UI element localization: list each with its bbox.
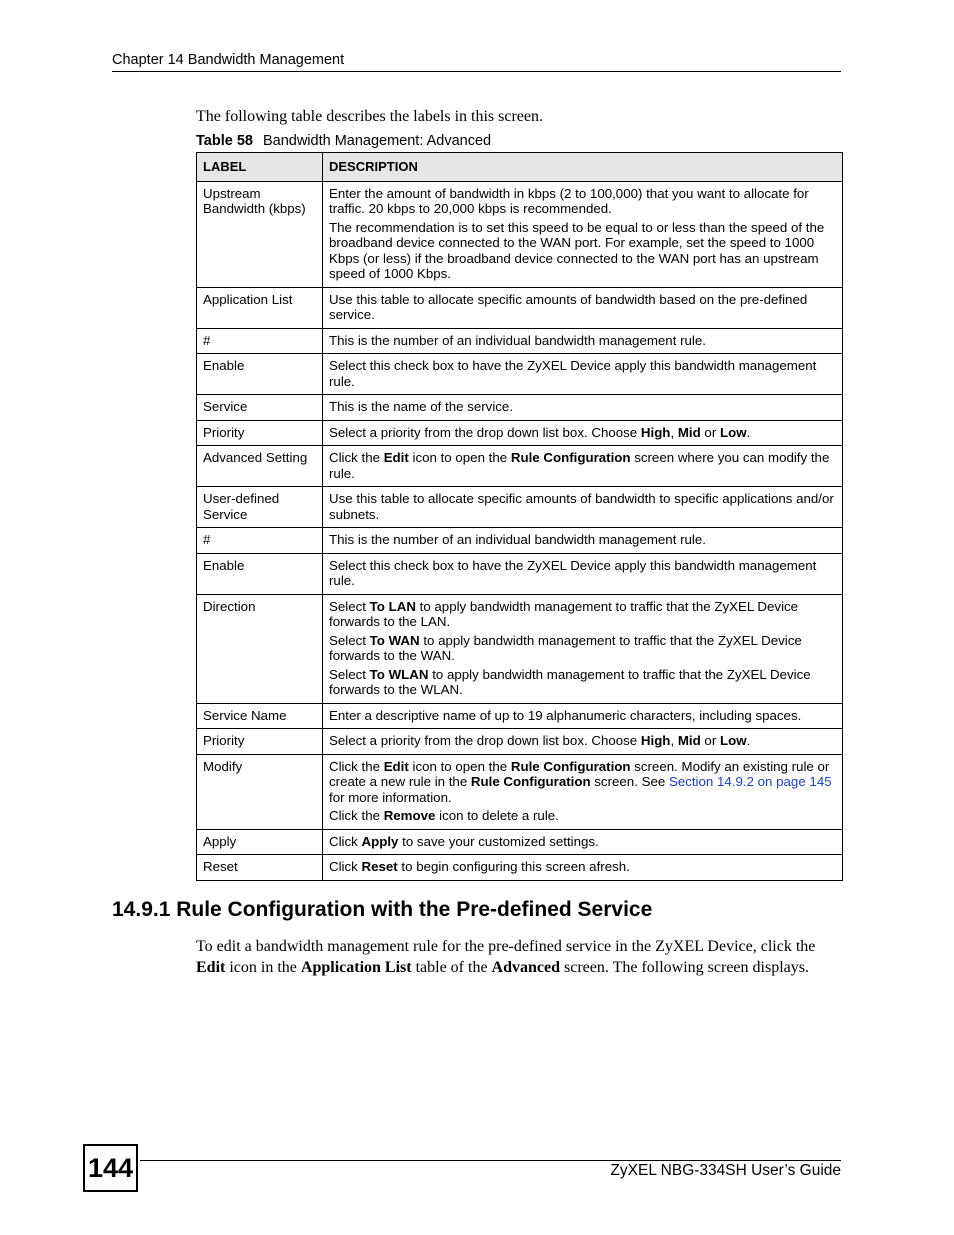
column-header-description: DESCRIPTION	[323, 153, 843, 182]
table-row	[197, 553, 843, 594]
description-paragraph: Select To WLAN to apply bandwidth management to traffic that the ZyXEL Device forwards to the WLAN.	[329, 666, 811, 697]
row-label: User-defined Service	[197, 487, 323, 528]
table-row	[197, 287, 843, 328]
row-description: Enter a descriptive name of up to 19 alphanumeric characters, including spaces.	[323, 703, 843, 729]
table-caption-number: Table 58	[196, 133, 253, 149]
table-row	[197, 829, 843, 855]
row-description	[323, 594, 843, 703]
row-label: Modify	[197, 754, 323, 829]
description-paragraph: Click the Remove icon to delete a rule.	[329, 808, 559, 823]
table-row	[197, 594, 843, 703]
table-row	[197, 328, 843, 354]
section-heading: 14.9.1 Rule Configuration with the Pre-defined Service	[112, 898, 653, 921]
row-description	[323, 754, 843, 829]
description-paragraph: Enter the amount of bandwidth in kbps (2 to 100,000) that you want to allocate for traffic. 20 kbps to 20,000 kbps is recommended.	[329, 185, 809, 216]
row-description: Click Apply to save your customized settings.	[323, 829, 843, 855]
guide-title: ZyXEL NBG-334SH User’s Guide	[610, 1162, 841, 1179]
row-label: Reset	[197, 855, 323, 881]
page-number: 144	[83, 1144, 138, 1192]
description-paragraph: Click the Edit icon to open the Rule Configuration screen. Modify an existing rule or create a new rule in the Rule Configuration screen. See Section 14.9.2 on page 145 for more information.	[329, 758, 832, 805]
row-label: Application List	[197, 287, 323, 328]
section-body-paragraph: To edit a bandwidth management rule for the pre-defined service in the ZyXEL Device, click the Edit icon in the Application List table of the Advanced screen. The following screen displays.	[196, 938, 816, 976]
table-row	[197, 754, 843, 829]
row-description: Use this table to allocate specific amounts of bandwidth based on the pre-defined service.	[323, 287, 843, 328]
table-row	[197, 181, 843, 287]
row-label: Service	[197, 395, 323, 421]
row-description	[323, 181, 843, 287]
row-label: Enable	[197, 354, 323, 395]
table-row	[197, 703, 843, 729]
intro-text: The following table describes the labels in this screen.	[196, 108, 544, 125]
row-description: Click the Edit icon to open the Rule Configuration screen where you can modify the rule.	[323, 446, 843, 487]
table-header-row	[197, 153, 843, 182]
row-label: #	[197, 328, 323, 354]
table-row	[197, 528, 843, 554]
table-row	[197, 855, 843, 881]
row-description: Select this check box to have the ZyXEL Device apply this bandwidth management rule.	[323, 553, 843, 594]
row-description: This is the number of an individual bandwidth management rule.	[323, 528, 843, 554]
table-caption-title: Bandwidth Management: Advanced	[262, 133, 492, 149]
description-paragraph: The recommendation is to set this speed to be equal to or less than the speed of the broadband device connected to the WAN port. For example, set the speed to 1000 Kbps (or less) if the broadband device connected to the WAN port has an upstream speed of 1000 Kbps.	[329, 219, 825, 281]
table-row	[197, 729, 843, 755]
row-label: Enable	[197, 553, 323, 594]
row-label: #	[197, 528, 323, 554]
description-paragraph: Select To LAN to apply bandwidth management to traffic that the ZyXEL Device forwards to the LAN.	[329, 598, 799, 629]
row-label: Upstream Bandwidth (kbps)	[197, 181, 323, 287]
running-header: Chapter 14 Bandwidth Management	[112, 52, 345, 68]
table-row	[197, 354, 843, 395]
row-description: This is the name of the service.	[323, 395, 843, 421]
table-row	[197, 420, 843, 446]
row-description: Use this table to allocate specific amounts of bandwidth to specific applications and/or subnets.	[323, 487, 843, 528]
header-rule	[112, 71, 841, 72]
table-row	[197, 446, 843, 487]
row-label: Advanced Setting	[197, 446, 323, 487]
description-paragraph: Select To WAN to apply bandwidth management to traffic that the ZyXEL Device forwards to the WAN.	[329, 632, 802, 663]
row-label: Service Name	[197, 703, 323, 729]
row-description: This is the number of an individual bandwidth management rule.	[323, 328, 843, 354]
label-description-table	[196, 152, 843, 881]
table-row	[197, 395, 843, 421]
row-label: Apply	[197, 829, 323, 855]
row-label: Direction	[197, 594, 323, 703]
footer-rule	[140, 1160, 841, 1161]
row-description: Select this check box to have the ZyXEL Device apply this bandwidth management rule.	[323, 354, 843, 395]
row-description: Select a priority from the drop down list box. Choose High, Mid or Low.	[323, 729, 843, 755]
table-row	[197, 487, 843, 528]
row-description: Select a priority from the drop down list box. Choose High, Mid or Low.	[323, 420, 843, 446]
row-label: Priority	[197, 420, 323, 446]
table-caption	[196, 133, 491, 149]
section-cross-reference-link[interactable]: Section 14.9.2 on page 145	[668, 774, 832, 789]
row-label: Priority	[197, 729, 323, 755]
column-header-label: LABEL	[197, 153, 323, 182]
row-description: Click Reset to begin configuring this screen afresh.	[323, 855, 843, 881]
